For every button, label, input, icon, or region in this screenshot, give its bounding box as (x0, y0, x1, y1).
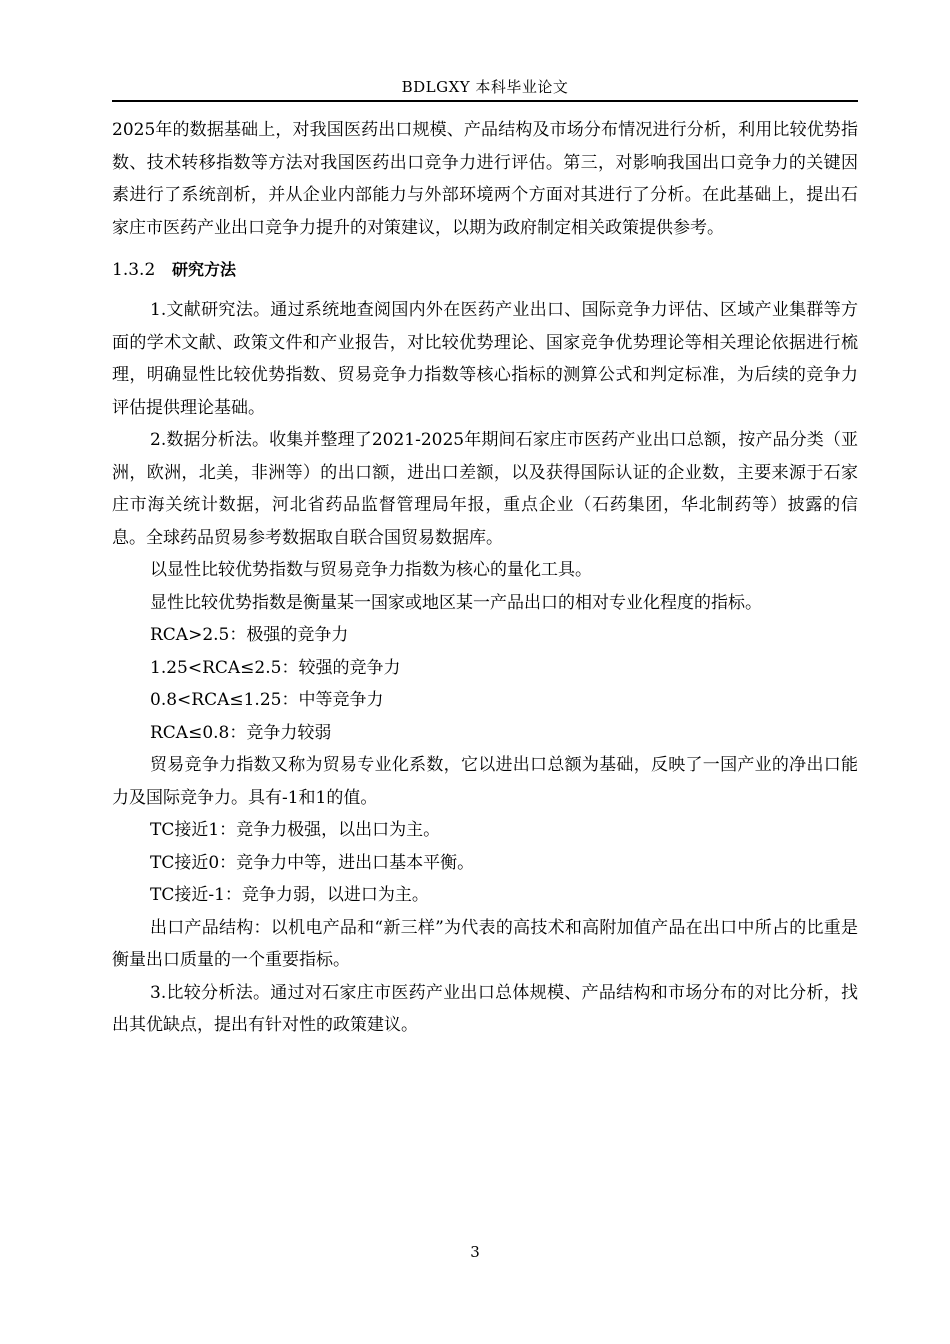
header-divider (112, 100, 858, 102)
rca-level-medium: 0.8<RCA≤1.25：中等竞争力 (150, 690, 384, 710)
paragraph-quant-tools: 以显性比较优势指数与贸易竞争力指数为核心的量化工具。 (150, 560, 592, 580)
section-heading (112, 254, 858, 286)
paragraph-comparative-method: 3.比较分析法。通过对石家庄市医药产业出口总体规模、产品结构和市场分布的对比分析，找出其优缺点，提出有针对性的政策建议。 (112, 982, 858, 1035)
page-number: 3 (470, 1243, 480, 1261)
paragraph-tc-definition: 贸易竞争力指数又称为贸易专业化系数，它以进出口总额为基础，反映了一国产业的净出口能力及国际竞争力。具有-1和1的值。 (112, 755, 858, 808)
rca-level-weak: RCA≤0.8：竞争力较弱 (150, 722, 332, 743)
tc-level-medium: TC接近0：竞争力中等，进出口基本平衡。 (150, 852, 475, 873)
document-body (112, 114, 858, 1042)
rca-level-strong: 1.25<RCA≤2.5：较强的竞争力 (150, 657, 401, 678)
paragraph-rca-definition: 显性比较优势指数是衡量某一国家或地区某一产品出口的相对专业化程度的指标。 (150, 592, 762, 613)
running-header: BDLGXY 本科毕业论文 (401, 78, 569, 96)
paragraph-literature-method: 1.文献研究法。通过系统地查阅国内外在医药产业出口、国际竞争力评估、区域产业集群等方面的学术文献、政策文件和产业报告，对比较优势理论、国家竞争优势理论等相关理论依据进行梳理，明确显性比较优势指数、贸易竞争力指数等核心指标的测算公式和判定标准，为后续的竞争力评估提供理论基础。 (112, 300, 858, 418)
tc-level-weak: TC接近-1：竞争力弱，以进口为主。 (150, 885, 429, 905)
section-number: 1.3.2 (112, 260, 156, 280)
paragraph-data-analysis-method: 2.数据分析法。收集并整理了2021-2025年期间石家庄市医药产业出口总额，按产品分类（亚洲，欧洲，北美，非洲等）的出口额，进出口差额，以及获得国际认证的企业数，主要来源于石家庄市海关统计数据，河北省药品监督管理局年报，重点企业（石药集团，华北制药等）披露的信息。全球药品贸易参考数据取自联合国贸易数据库。 (112, 430, 858, 548)
intro-paragraph: 2025年的数据基础上，对我国医药出口规模、产品结构及市场分布情况进行分析，利用比较优势指数、技术转移指数等方法对我国医药出口竞争力进行评估。第三，对影响我国出口竞争力的关键因素进行了系统剖析，并从企业内部能力与外部环境两个方面对其进行了分析。在此基础上，提出石家庄市医药产业出口竞争力提升的对策建议，以期为政府制定相关政策提供参考。 (112, 120, 858, 238)
section-title: 研究方法 (172, 260, 237, 279)
tc-level-strong: TC接近1：竞争力极强，以出口为主。 (150, 820, 441, 840)
rca-level-very-strong: RCA>2.5：极强的竞争力 (150, 625, 349, 645)
paragraph-export-structure: 出口产品结构：以机电产品和“新三样”为代表的高技术和高附加值产品在出口中所占的比重是衡量出口质量的一个重要指标。 (112, 917, 858, 970)
